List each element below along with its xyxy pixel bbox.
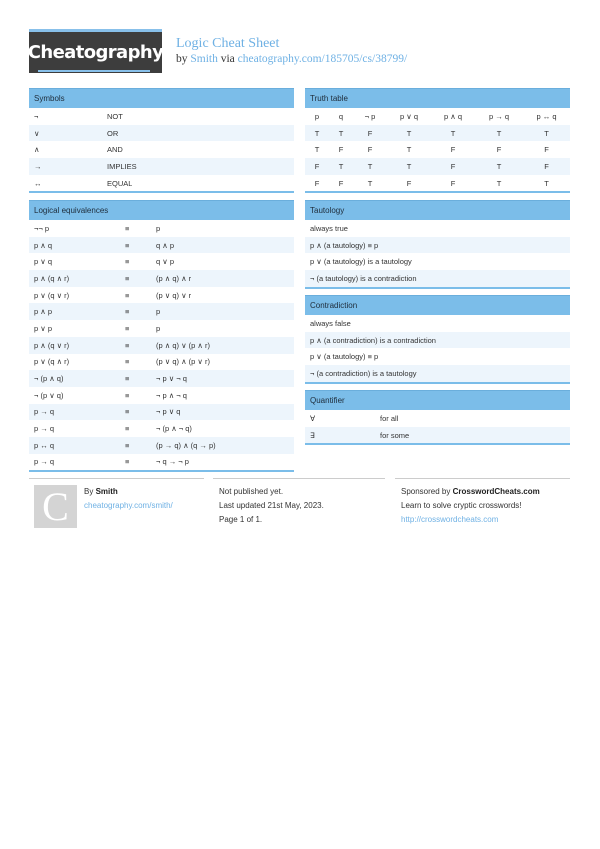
truth-value: T bbox=[314, 145, 320, 155]
footer-author-url[interactable]: cheatography.com/smith/ bbox=[84, 501, 173, 510]
equivalence-row bbox=[29, 220, 294, 237]
symbol-cell: → bbox=[34, 161, 42, 171]
equivalence-row bbox=[29, 270, 294, 287]
equivalence-left: p ↔ q bbox=[34, 440, 55, 450]
truth-value: F bbox=[544, 161, 549, 171]
equivalence-right: (p ∨ q) ∨ r bbox=[156, 290, 192, 300]
tautology-row bbox=[305, 237, 570, 254]
equivalence-right: (p ∧ q) ∨ (p ∧ r) bbox=[156, 340, 210, 350]
contradiction-section bbox=[305, 295, 570, 384]
equivalence-operator: ≡ bbox=[125, 457, 130, 467]
equivalence-left: p → q bbox=[34, 457, 55, 467]
truth-value: T bbox=[406, 145, 412, 155]
meaning-cell: EQUAL bbox=[107, 178, 133, 188]
equivalence-left: p ∧ (q ∨ r) bbox=[34, 340, 70, 350]
equivalence-row bbox=[29, 354, 294, 371]
equivalence-right: ¬ (p ∧ ¬ q) bbox=[156, 424, 192, 434]
equivalence-left: p ∨ (q ∧ r) bbox=[34, 357, 70, 367]
contradiction-row bbox=[305, 348, 570, 365]
equivalence-left: p → q bbox=[34, 407, 55, 417]
truth-value: T bbox=[450, 128, 456, 138]
sponsor-url[interactable]: http://crosswordcheats.com bbox=[401, 515, 499, 524]
symbol-cell: ∧ bbox=[34, 145, 40, 155]
equivalence-left: p ∨ q bbox=[34, 257, 52, 267]
symbols-header: Symbols bbox=[29, 88, 294, 108]
truth-value: T bbox=[367, 178, 373, 188]
equivalence-operator: ≡ bbox=[125, 390, 130, 400]
sponsor-tagline: Learn to solve cryptic crosswords! bbox=[401, 501, 522, 510]
truth-value: F bbox=[367, 128, 373, 138]
sponsor-url-line bbox=[401, 515, 498, 524]
equivalence-right: (p ∧ q) ∧ r bbox=[156, 273, 192, 283]
truth-table-row bbox=[305, 175, 570, 192]
truth-value: F bbox=[450, 161, 456, 171]
equivalence-row bbox=[29, 454, 294, 471]
equivalence-row bbox=[29, 237, 294, 254]
truth-value: T bbox=[496, 128, 502, 138]
truth-table-header: Truth table bbox=[305, 88, 570, 108]
symbols-section bbox=[29, 88, 294, 193]
equivalences-section bbox=[29, 200, 294, 472]
equivalence-right: q ∨ p bbox=[156, 257, 174, 267]
equivalence-row bbox=[29, 320, 294, 337]
footer-divider-author bbox=[29, 478, 204, 479]
truth-table-rows bbox=[305, 108, 570, 191]
symbol-cell: ∨ bbox=[34, 128, 40, 138]
footer-author bbox=[84, 487, 118, 496]
truth-value: F bbox=[544, 145, 549, 155]
equivalences-header: Logical equivalences bbox=[29, 200, 294, 220]
page-title: Logic Cheat Sheet bbox=[176, 36, 280, 51]
logo-text: Cheatography bbox=[27, 42, 164, 63]
equivalence-row bbox=[29, 253, 294, 270]
truth-value: F bbox=[314, 161, 320, 171]
quantifier-meaning: for all bbox=[380, 413, 399, 423]
equivalence-operator: ≡ bbox=[125, 340, 130, 350]
sponsor-line bbox=[401, 487, 540, 496]
contradiction-text: p ∨ (a tautology) ≡ p bbox=[310, 352, 379, 362]
truth-table-row bbox=[305, 141, 570, 158]
equivalence-row bbox=[29, 387, 294, 404]
equivalence-right: p bbox=[156, 323, 161, 333]
logo-underline bbox=[38, 70, 150, 72]
page-count: Page 1 of 1. bbox=[219, 515, 263, 524]
truth-value: F bbox=[338, 178, 344, 188]
equivalence-operator: ≡ bbox=[125, 273, 130, 283]
sponsor-prefix: Sponsored by bbox=[401, 487, 451, 496]
byline-via: via bbox=[220, 53, 235, 65]
meaning-cell: AND bbox=[107, 145, 123, 155]
equivalence-operator: ≡ bbox=[125, 407, 130, 417]
tautology-header: Tautology bbox=[305, 200, 570, 220]
truth-value: F bbox=[367, 145, 373, 155]
quantifier-row bbox=[305, 427, 570, 444]
truth-value: T bbox=[544, 128, 549, 138]
symbol-cell: ↔ bbox=[34, 178, 42, 188]
equivalence-row bbox=[29, 420, 294, 437]
symbols-rows bbox=[29, 108, 294, 191]
equivalence-right: ¬ p ∨ ¬ q bbox=[156, 374, 187, 384]
equivalence-left: p ∧ p bbox=[34, 307, 52, 317]
equivalence-row bbox=[29, 337, 294, 354]
equivalence-left: p ∨ (q ∨ r) bbox=[34, 290, 70, 300]
contradiction-rows bbox=[305, 315, 570, 382]
equivalence-operator: ≡ bbox=[125, 424, 130, 434]
sheet-url-link[interactable]: cheatography.com/185705/cs/38799/ bbox=[237, 53, 408, 65]
quantifier-row bbox=[305, 410, 570, 427]
equivalence-row bbox=[29, 303, 294, 320]
symbol-row bbox=[29, 125, 294, 142]
symbol-row bbox=[29, 175, 294, 192]
tautology-text: ¬ (a tautology) is a contradiction bbox=[310, 273, 417, 283]
truth-value: F bbox=[496, 145, 502, 155]
equivalence-left: p → q bbox=[34, 424, 55, 434]
truth-value: T bbox=[338, 128, 344, 138]
author-link[interactable]: Smith bbox=[190, 53, 218, 65]
equivalence-operator: ≡ bbox=[125, 290, 130, 300]
footer-by-label: By bbox=[84, 487, 94, 496]
contradiction-header: Contradiction bbox=[305, 295, 570, 315]
footer-author-url-line bbox=[84, 501, 173, 510]
contradiction-text: p ∧ (a contradiction) is a contradiction bbox=[310, 335, 436, 345]
published-status: Not published yet. bbox=[219, 487, 284, 496]
equivalence-right: p bbox=[156, 223, 161, 233]
truth-value: T bbox=[406, 128, 412, 138]
quantifier-header: Quantifier bbox=[305, 390, 570, 410]
tautology-text: always true bbox=[310, 223, 348, 233]
equivalence-row bbox=[29, 404, 294, 421]
author-avatar[interactable]: C bbox=[34, 485, 77, 528]
footer-divider-status bbox=[213, 478, 385, 479]
contradiction-row bbox=[305, 365, 570, 382]
truth-table-column-header: p ∧ q bbox=[444, 111, 462, 121]
symbol-cell: ¬ bbox=[34, 111, 39, 121]
quantifier-symbol: ∃ bbox=[310, 430, 315, 440]
equivalence-operator: ≡ bbox=[125, 240, 130, 250]
contradiction-row bbox=[305, 332, 570, 349]
contradiction-text: always false bbox=[310, 318, 351, 328]
equivalence-row bbox=[29, 437, 294, 454]
symbol-row bbox=[29, 158, 294, 175]
truth-value: F bbox=[450, 178, 456, 188]
truth-value: T bbox=[496, 178, 502, 188]
truth-value: F bbox=[406, 178, 412, 188]
equivalence-right: (p → q) ∧ (q → p) bbox=[156, 440, 216, 450]
sponsor-name[interactable]: CrosswordCheats.com bbox=[452, 487, 540, 496]
tautology-row bbox=[305, 270, 570, 287]
equivalence-operator: ≡ bbox=[125, 257, 130, 267]
truth-value: T bbox=[338, 161, 344, 171]
byline-prefix: by bbox=[176, 53, 188, 65]
truth-table-column-header: p → q bbox=[488, 111, 509, 121]
equivalence-left: p ∧ (q ∧ r) bbox=[34, 273, 70, 283]
tautology-row bbox=[305, 220, 570, 237]
tautology-row bbox=[305, 253, 570, 270]
equivalence-right: ¬ q → ¬ p bbox=[156, 457, 189, 467]
truth-value: F bbox=[314, 178, 320, 188]
truth-table-column-header: p ∨ q bbox=[400, 111, 418, 121]
equivalence-operator: ≡ bbox=[125, 323, 130, 333]
byline bbox=[176, 53, 407, 65]
tautology-text: p ∧ (a tautology) ≡ p bbox=[310, 240, 379, 250]
truth-table-section bbox=[305, 88, 570, 193]
tautology-rows bbox=[305, 220, 570, 287]
equivalence-left: ¬¬ p bbox=[34, 223, 50, 233]
truth-table-column-header: p bbox=[314, 111, 320, 121]
meaning-cell: NOT bbox=[107, 111, 123, 121]
truth-table-column-header: ¬ p bbox=[364, 111, 376, 121]
contradiction-row bbox=[305, 315, 570, 332]
quantifier-meaning: for some bbox=[380, 430, 410, 440]
meaning-cell: OR bbox=[107, 128, 119, 138]
equivalence-right: q ∧ p bbox=[156, 240, 174, 250]
last-updated: Last updated 21st May, 2023. bbox=[219, 501, 324, 510]
cheatography-logo[interactable] bbox=[29, 29, 162, 73]
equivalence-operator: ≡ bbox=[125, 440, 130, 450]
truth-value: T bbox=[544, 178, 549, 188]
equivalence-right: ¬ p ∨ q bbox=[156, 407, 181, 417]
truth-table-row bbox=[305, 125, 570, 142]
truth-table-column-header: p ↔ q bbox=[536, 111, 557, 121]
equivalence-operator: ≡ bbox=[125, 357, 130, 367]
equivalence-left: ¬ (p ∨ q) bbox=[34, 390, 64, 400]
equivalence-right: (p ∨ q) ∧ (p ∨ r) bbox=[156, 357, 210, 367]
meaning-cell: IMPLIES bbox=[107, 161, 137, 171]
truth-value: F bbox=[338, 145, 344, 155]
truth-table-row bbox=[305, 158, 570, 175]
equivalence-left: p ∨ p bbox=[34, 323, 52, 333]
equivalence-left: ¬ (p ∧ q) bbox=[34, 374, 64, 384]
equivalence-row bbox=[29, 370, 294, 387]
equivalence-left: p ∧ q bbox=[34, 240, 52, 250]
equivalence-right: ¬ p ∧ ¬ q bbox=[156, 390, 187, 400]
equivalence-operator: ≡ bbox=[125, 223, 130, 233]
contradiction-text: ¬ (a contradiction) is a tautology bbox=[310, 368, 417, 378]
truth-table-column-header: q bbox=[338, 111, 344, 121]
quantifier-rows bbox=[305, 410, 570, 443]
quantifier-symbol: ∀ bbox=[310, 413, 316, 423]
tautology-text: p ∨ (a tautology) is a tautology bbox=[310, 257, 412, 267]
truth-value: T bbox=[367, 161, 373, 171]
symbol-row bbox=[29, 141, 294, 158]
tautology-section bbox=[305, 200, 570, 289]
equivalence-operator: ≡ bbox=[125, 307, 130, 317]
truth-value: T bbox=[406, 161, 412, 171]
equivalence-operator: ≡ bbox=[125, 374, 130, 384]
equivalence-right: p bbox=[156, 307, 161, 317]
equivalence-rows bbox=[29, 220, 294, 470]
truth-table-column-headers bbox=[305, 108, 570, 125]
footer-author-name[interactable]: Smith bbox=[95, 487, 118, 496]
equivalence-row bbox=[29, 287, 294, 304]
quantifier-section bbox=[305, 390, 570, 445]
symbol-row bbox=[29, 108, 294, 125]
truth-value: T bbox=[496, 161, 502, 171]
footer-divider-sponsor bbox=[395, 478, 570, 479]
truth-value: F bbox=[450, 145, 456, 155]
truth-value: T bbox=[314, 128, 320, 138]
